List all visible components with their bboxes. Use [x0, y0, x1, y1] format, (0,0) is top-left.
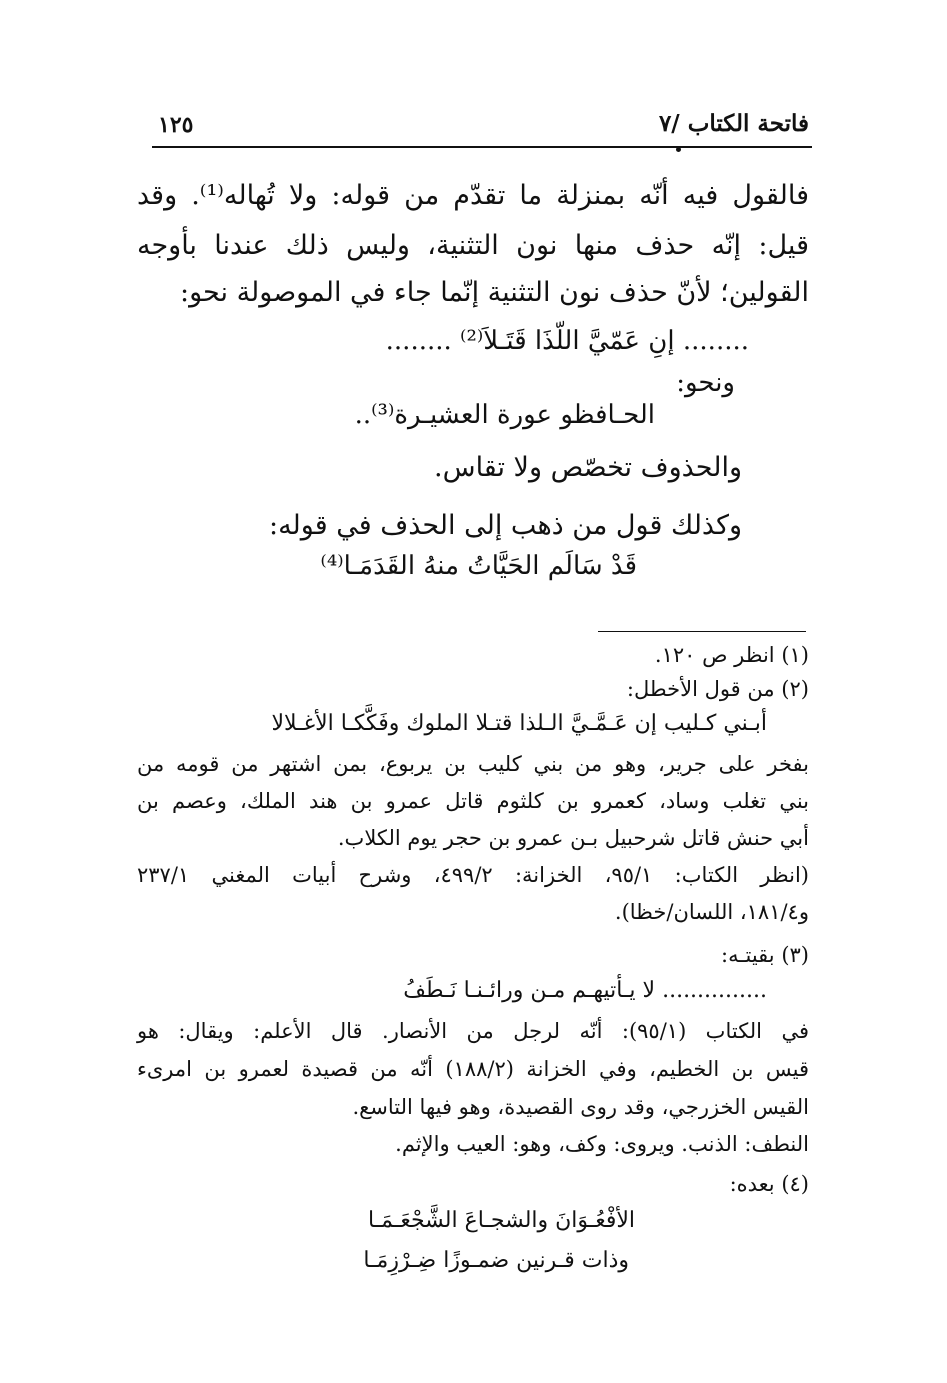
footnote-2-verse: أبـني كـليب إن عَـمَّـيَّ الـلذا قتـلا الملوك وفَكَّكـا الأغـلالا — [271, 711, 767, 736]
header-dot — [676, 147, 681, 152]
footnote-3-line: النطف: الذنب. ويروى: وكف، وهو: العيب والإثم. — [395, 1132, 809, 1156]
footnote-3-intro: (٣) بقيتـه: — [721, 943, 809, 967]
footnote-2-line: (انظر الكتاب: ٩٥/١، الخزانة: ٤٩٩/٢، وشرح أبيات المغني ٢٣٧/١ — [137, 863, 809, 887]
footnote-2-intro: (٢) من قول الأخطل: — [626, 677, 809, 701]
header-rule — [152, 146, 812, 148]
nahw-label: ونحو: — [676, 368, 735, 398]
footnote-2-line: بني تغلب وساد، كعمرو بن كلثوم قاتل عمرو بن هند الملك، وعصم بن — [137, 789, 809, 813]
verse-2: الحـافظو عورة العشيـرة⁽³⁾.. — [354, 400, 655, 430]
page-number: ١٢٥ — [158, 112, 194, 138]
footnote-4-verse-2: وذات قـرنين ضمـوزًا ضِـرْزِمَـا — [363, 1248, 629, 1273]
footnote-separator — [598, 631, 806, 632]
footnote-2-line: و١٨١/٤، اللسان/خظا). — [614, 900, 809, 924]
verse-3: قَدْ سَالَم الحَيَّاتُ منهُ القَدَمَـا⁽⁴⁾ — [320, 551, 637, 581]
footnote-2-line: أبي حنش قاتل شرحبيل بـن عمرو بن حجر يوم الكلاب. — [337, 826, 809, 850]
footnote-3-line: القيس الخزرجي، وقد روى القصيدة، وهو فيها التاسع. — [352, 1095, 809, 1119]
footnote-3-line: قيس بن الخطيم، وفي الخزانة (١٨٨/٢) أنّه من قصيدة لعمرو بن امرىء — [137, 1057, 809, 1081]
main-line-2: قيل: إنّه حذف منها نون التثنية، وليس ذلك عندنا بأوجه — [137, 230, 809, 261]
line-mahdhuf: والحذوف تخصّص ولا تقاس. — [434, 452, 742, 483]
running-title: فاتحة الكتاب /٧ — [658, 110, 809, 137]
footnote-4-verse-1: الأفْعُـوَانَ والشجـاعَ الشَّجْعَـمَـا — [368, 1208, 635, 1233]
verse-1: ........ إنِ عَمّيَّ اللّذَا قَتَـلاَ⁽²⁾ ........ — [385, 326, 749, 356]
footnote-3-verse: ............... لا يـأتيهـم مـن ورائـنـا نَـطَفُ — [403, 978, 767, 1003]
line-kadhalik: وكذلك قول من ذهب إلى الحذف في قوله: — [268, 510, 742, 541]
main-line-1: فالقول فيه أنّه بمنزلة ما تقدّم من قوله: ولا تُهاله⁽¹⁾. وقد — [137, 180, 809, 211]
footnote-4-intro: (٤) بعده: — [729, 1172, 809, 1196]
footnote-2-line: بفخر على جرير، وهو من بني كليب بن يربوع، بمن اشتهر من قومه من — [137, 752, 809, 776]
footnote-1: (١) انظر ص ١٢٠. — [654, 643, 809, 667]
footnote-3-line: في الكتاب (٩٥/١): أنّه لرجل من الأنصار. قال الأعلم: ويقال: هو — [137, 1019, 809, 1043]
main-line-3: القولين؛ لأنّ حذف نون التثنية إنّما جاء في الموصولة نحو: — [180, 277, 809, 308]
